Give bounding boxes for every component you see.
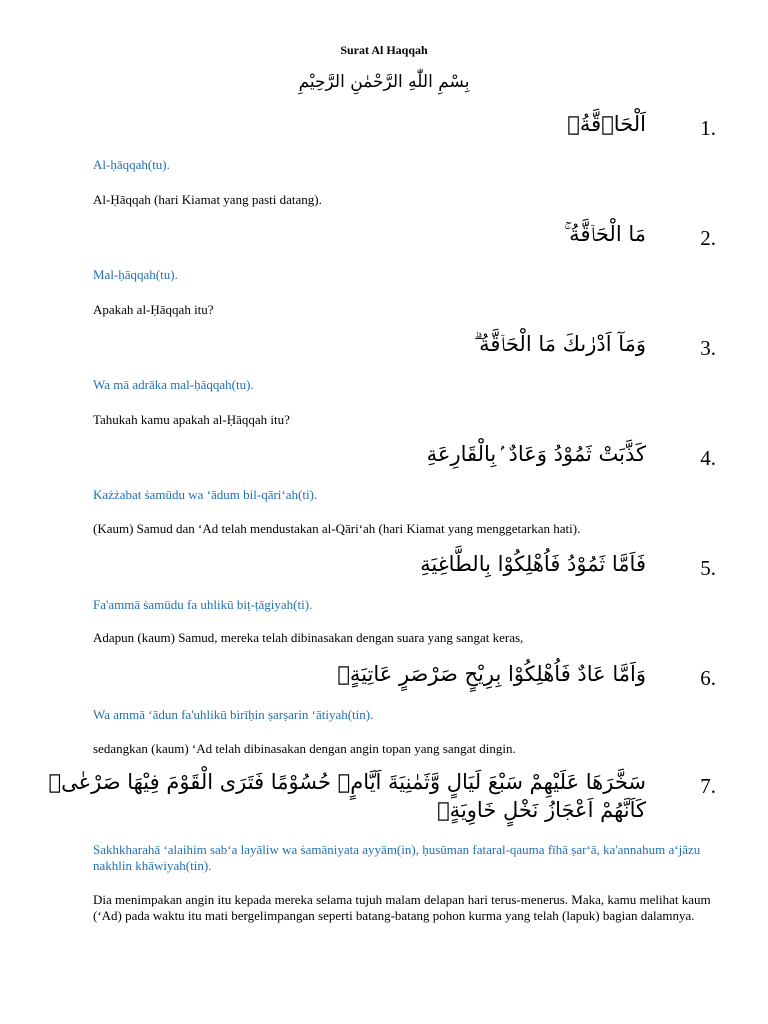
translation: (Kaum) Samud dan ‘Ad telah mendustakan al-Qāri‘ah (hari Kiamat yang menggetarkan hati). [93, 521, 581, 536]
verse-number: 1. [700, 116, 716, 140]
arabic-line [40, 440, 716, 480]
page-title: Surat Al Haqqah [340, 43, 428, 57]
arabic-verse: اَلْحَاۤقَّةُۙ [567, 112, 646, 136]
arabic-verse: فَاَمَّا ثَمُوْدُ فَاُهْلِكُوْا بِالطَّاغِيَةِ [420, 552, 646, 576]
verse-number: 7. [700, 774, 716, 798]
transliteration: Wa mā adrāka mal-ḥāqqah(tu). [93, 377, 254, 392]
verse-number: 5. [700, 556, 716, 580]
translation: Adapun (kaum) Samud, mereka telah dibinasakan dengan suara yang sangat keras, [93, 630, 524, 645]
arabic-verse: وَمَآ اَدْرٰىكَ مَا الْحَاۤقَّةُ ۗ [473, 332, 646, 356]
arabic-verse: مَا الْحَاۤقَّةُ ۚ [563, 222, 646, 246]
transliteration: Każżabat ṡamūdu wa ‘ādum bil-qāri‘ah(ti). [93, 487, 318, 502]
arabic-line [40, 768, 716, 828]
arabic-line [40, 220, 716, 260]
transliteration: Fa'ammā ṡamūdu fa uhlikū biṭ-ṭāgiyah(ti). [93, 597, 313, 612]
arabic-line [40, 660, 716, 700]
transliteration: Mal-ḥāqqah(tu). [93, 267, 178, 282]
transliteration: Wa ammā ‘ādun fa'uhlikū birīḥin ṣarṣarin ‘ātiyah(tin). [93, 707, 374, 722]
arabic-line [40, 110, 716, 150]
translation: sedangkan (kaum) ‘Ad telah dibinasakan dengan angin topan yang sangat dingin. [93, 741, 516, 756]
transliteration: Al-ḥāqqah(tu). [93, 157, 170, 172]
translation: Dia menimpakan angin itu kepada mereka selama tujuh malam delapan hari terus-menerus. Maka, kamu melihat kaum (‘Ad) pada waktu itu mati bergelimpangan seperti batang-batang pohon kurma yang telah (lapuk) bagian dalamnya. [93, 892, 711, 923]
arabic-line [40, 330, 716, 370]
translation: Tahukah kamu apakah al-Ḥāqqah itu? [93, 412, 290, 427]
translation: Al-Ḥāqqah (hari Kiamat yang pasti datang). [93, 192, 322, 207]
verse-number: 6. [700, 666, 716, 690]
arabic-verse: كَذَّبَتْ ثَمُوْدُ وَعَادٌ ۢبِالْقَارِعَةِ [426, 442, 646, 466]
transliteration: Sakhkharahā ‘alaihim sab‘a layāliw wa ṡamāniyata ayyām(in), ḥusūman fataral-qauma fīhā ṣar‘ā, ka'annahum a‘jāzu nakhlin khāwiyah(tin). [93, 842, 701, 873]
translation: Apakah al-Ḥāqqah itu? [93, 302, 214, 317]
arabic-line [40, 550, 716, 590]
arabic-verse: سَخَّرَهَا عَلَيْهِمْ سَبْعَ لَيَالٍ وَّثَمٰنِيَةَ اَيَّامٍۙ حُسُوْمًا فَتَرَى الْقَوْمَ فِيْهَا صَرْعٰىۙ كَاَنَّهُمْ اَعْجَازُ نَخْلٍ خَاوِيَةٍۚ [48, 770, 646, 822]
basmala: بِسْمِ اللّٰهِ الرَّحْمٰنِ الرَّحِيْمِ [298, 72, 470, 92]
arabic-verse: وَاَمَّا عَادٌ فَاُهْلِكُوْا بِرِيْحٍ صَرْصَرٍ عَاتِيَةٍۙ [337, 662, 646, 686]
verse-number: 4. [700, 446, 716, 470]
verse-number: 3. [700, 336, 716, 360]
verse-number: 2. [700, 226, 716, 250]
